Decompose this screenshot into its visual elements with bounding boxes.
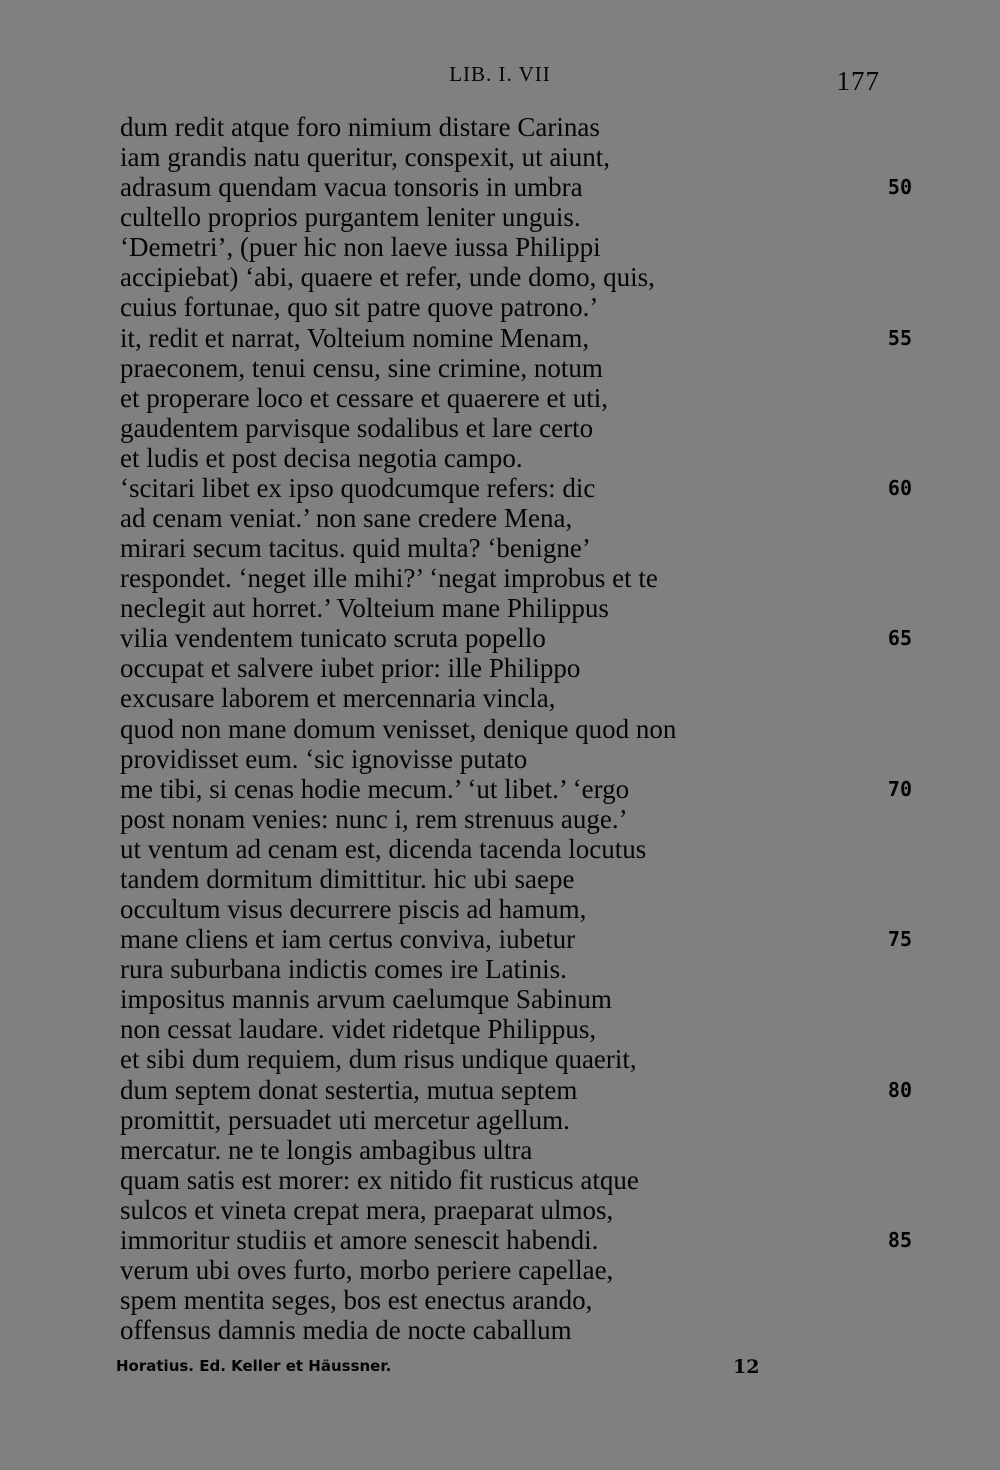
verse-line: mirari secum tacitus. quid multa? ‘benigne’ bbox=[120, 533, 591, 564]
running-title: LIB. I. VII bbox=[449, 62, 551, 86]
line-number: 70 bbox=[887, 776, 912, 801]
verse-line: vilia vendentem tunicato scruta popello bbox=[120, 623, 546, 654]
verse-line: occupat et salvere iubet prior: ille Philippo bbox=[120, 653, 581, 684]
verse-line: offensus damnis media de nocte caballum bbox=[120, 1315, 572, 1346]
verse-line: immoritur studiis et amore senescit habendi. bbox=[120, 1224, 599, 1255]
line-number: 75 bbox=[887, 927, 912, 952]
line-number: 65 bbox=[887, 626, 912, 651]
verse-line: sulcos et vineta crepat mera, praeparat ulmos, bbox=[120, 1194, 614, 1225]
verse-line: praeconem, tenui censu, sine crimine, notum bbox=[120, 352, 603, 383]
verse-line: dum septem donat sestertia, mutua septem bbox=[120, 1074, 578, 1105]
verse-line: mane cliens et iam certus conviva, iubetur bbox=[120, 924, 576, 955]
verse-line: mercatur. ne te longis ambagibus ultra bbox=[120, 1134, 533, 1165]
verse-line: rura suburbana indictis comes ire Latinis. bbox=[120, 954, 567, 985]
verse-line: excusare laborem et mercennaria vincla, bbox=[120, 683, 556, 714]
verse-line: it, redit et narrat, Volteium nomine Menam, bbox=[120, 322, 590, 353]
line-number: 50 bbox=[887, 175, 912, 200]
verse-line: spem mentita seges, bos est enectus arando, bbox=[120, 1285, 593, 1316]
line-number: 80 bbox=[887, 1077, 912, 1102]
verse-line: ad cenam veniat.’ non sane credere Mena, bbox=[120, 503, 573, 534]
line-number: 55 bbox=[887, 325, 912, 350]
verse-line: quod non mane domum venisset, denique quod non bbox=[120, 713, 677, 744]
verse-line: respondet. ‘neget ille mihi?’ ‘negat improbus et te bbox=[120, 563, 658, 594]
line-number: 60 bbox=[887, 475, 912, 500]
verse-line: non cessat laudare. videt ridetque Philippus, bbox=[120, 1014, 597, 1045]
verse-line: gaudentem parvisque sodalibus et lare certo bbox=[120, 412, 594, 443]
verse-line: ut ventum ad cenam est, dicenda tacenda locutus bbox=[120, 833, 647, 864]
verse-line: adrasum quendam vacua tonsoris in umbra bbox=[120, 172, 583, 203]
verse-line: impositus mannis arvum caelumque Sabinum bbox=[120, 984, 612, 1015]
verse-line: neclegit aut horret.’ Volteium mane Philippus bbox=[120, 593, 609, 624]
verse-block bbox=[120, 112, 820, 1345]
verse-line: ‘scitari libet ex ipso quodcumque refers: dic bbox=[120, 472, 596, 503]
verse-line: et properare loco et cessare et quaerere et uti, bbox=[120, 382, 608, 413]
verse-line: providisset eum. ‘sic ignovisse putato bbox=[120, 743, 528, 774]
verse-line: me tibi, si cenas hodie mecum.’ ‘ut libet.’ ‘ergo bbox=[120, 773, 630, 804]
line-number: 85 bbox=[887, 1227, 912, 1252]
verse-line: et sibi dum requiem, dum risus undique quaerit, bbox=[120, 1044, 637, 1075]
printer-signature: Horatius. Ed. Keller et Häussner. bbox=[116, 1357, 392, 1375]
verse-line: tandem dormitum dimittitur. hic ubi saepe bbox=[120, 863, 575, 894]
verse-line: verum ubi oves furto, morbo periere capellae, bbox=[120, 1254, 614, 1285]
page-number: 177 bbox=[836, 66, 880, 96]
verse-line: et ludis et post decisa negotia campo. bbox=[120, 442, 523, 473]
verse-line: cuius fortunae, quo sit patre quove patrono.’ bbox=[120, 292, 599, 323]
verse-line: iam grandis natu queritur, conspexit, ut aiunt, bbox=[120, 142, 611, 173]
verse-line: accipiebat) ‘abi, quaere et refer, unde domo, quis, bbox=[120, 262, 655, 293]
verse-line: post nonam venies: nunc i, rem strenuus auge.’ bbox=[120, 803, 628, 834]
verse-line: ‘Demetri’, (puer hic non laeve iussa Philippi bbox=[120, 232, 601, 263]
verse-line: dum redit atque foro nimium distare Carinas bbox=[120, 112, 600, 142]
signature-number: 12 bbox=[733, 1356, 760, 1378]
verse-line: cultello proprios purgantem leniter unguis. bbox=[120, 202, 581, 233]
verse-line: quam satis est morer: ex nitido fit rusticus atque bbox=[120, 1164, 639, 1195]
verse-line: promittit, persuadet uti mercetur agellum. bbox=[120, 1104, 570, 1135]
verse-line: occultum visus decurrere piscis ad hamum, bbox=[120, 894, 587, 925]
